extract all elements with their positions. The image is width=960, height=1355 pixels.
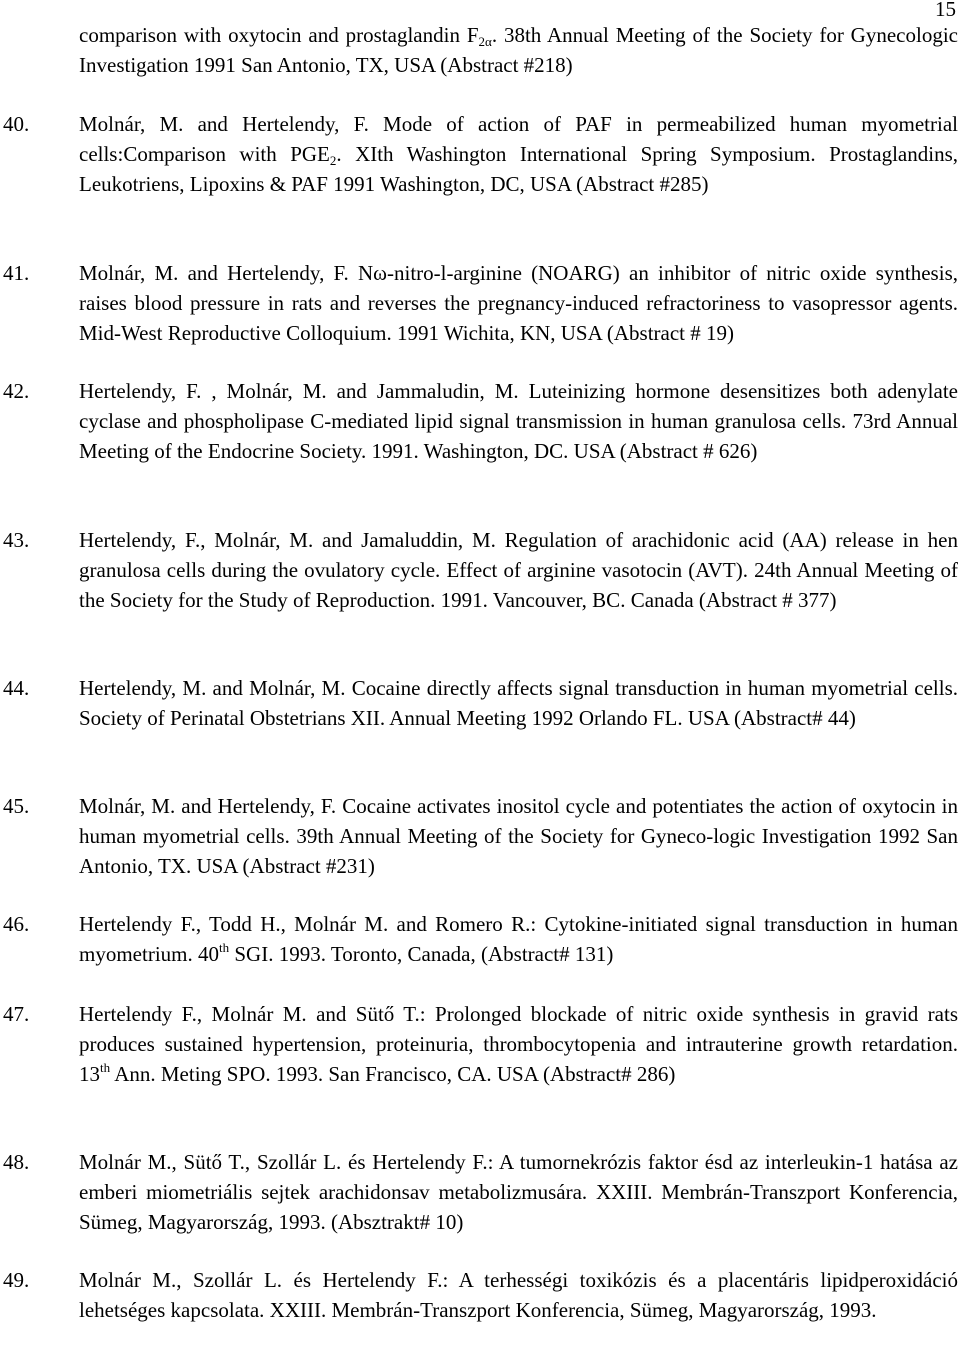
reference-text: Hertelendy, M. and Molnár, M. Cocaine directly affects signal transduction in human myometrial cells. Society of Perinatal Obstetrians XII. Annual Meeting 1992 Orlando FL. USA (Abstract# 44) — [79, 676, 958, 730]
reference-number: 41. — [3, 261, 30, 285]
reference-text: Molnár, M. and Hertelendy, F. Nω-nitro-l-arginine (NOARG) an inhibitor of nitric oxide synthesis, raises blood pressure in rats and reverses the pregnancy-induced refractoriness to vasopressor agents. Mid-West Reproductive Colloquium. 1991 Wichita, KN, USA (Abstract # 19) — [79, 261, 958, 345]
reference-number: 47. — [3, 1002, 30, 1026]
superscript-text: th — [219, 940, 230, 955]
page-number: 15 — [935, 0, 956, 21]
reference-text: Hertelendy F., Molnár M. and Sütő T.: Prolonged blockade of nitric oxide synthesis in gravid rats produces sustained hypertension, proteinuria, thrombocytopenia and intrauterine growth retardation. 13th Ann. Meting SPO. 1993. San Francisco, CA. USA (Abstract# 286) — [79, 1002, 958, 1086]
subscript-text: 2 — [329, 153, 337, 168]
reference-number: 40. — [3, 112, 30, 136]
reference-number: 44. — [3, 676, 30, 700]
reference-text: Molnár M., Szollár L. és Hertelendy F.: A terhességi toxikózis és a placentáris lipidperoxidáció lehetséges kapcsolata. XXIII. Membrán-Transzport Konferencia, Sümeg, Magyarország, 1993. — [79, 1268, 958, 1322]
reference-text: Molnár, M. and Hertelendy, F. Mode of action of PAF in permeabilized human myometrial cells:Comparison with $PGE_2$. XIth Washington International Spring Symposium. Prostaglandins, Leukotriens, Lipoxins & PAF 1991 Washington, DC, USA (Abstract #285) — [79, 112, 958, 196]
reference-text: comparison with oxytocin and prostaglandin $F_{2\alpha}$. 38th Annual Meeting of the Society for Gynecologic Investigation 1991 San Antonio, TX, USA (Abstract #218) — [79, 23, 958, 77]
reference-text: Molnár M., Sütő T., Szollár L. és Hertelendy F.: A tumornekrózis faktor ésd az interleukin-1 hatása az emberi miometriális sejtek arachidonsav metabolizmusára. XXIII. Membrán-Transzport Konferencia, Sümeg, Magyarország, 1993. (Absztrakt# 10) — [79, 1150, 958, 1234]
reference-number: 43. — [3, 528, 30, 552]
reference-number: 45. — [3, 794, 30, 818]
reference-number: 42. — [3, 379, 30, 403]
reference-text: Hertelendy, F., Molnár, M. and Jamaluddin, M. Regulation of arachidonic acid (AA) release in hen granulosa cells during the ovulatory cycle. Effect of arginine vasotocin (AVT). 24th Annual Meeting of the Society for the Study of Reproduction. 1991. Vancouver, BC. Canada (Abstract # 377) — [79, 528, 958, 612]
superscript-text: th — [100, 1060, 111, 1075]
reference-number: 48. — [3, 1150, 30, 1174]
reference-number: 49. — [3, 1268, 30, 1292]
subscript-text: 2α — [478, 34, 492, 49]
reference-number: 46. — [3, 912, 30, 936]
reference-text: Molnár, M. and Hertelendy, F. Cocaine activates inositol cycle and potentiates the action of oxytocin in human myometrial cells. 39th Annual Meeting of the Society for Gyneco-logic Investigation 1992 San Antonio, TX. USA (Abstract #231) — [79, 794, 958, 878]
reference-text: Hertelendy, F. , Molnár, M. and Jammaludin, M. Luteinizing hormone desensitizes both adenylate cyclase and phospholipase C-mediated lipid signal transmission in human granulosa cells. 73rd Annual Meeting of the Endocrine Society. 1991. Washington, DC. USA (Abstract # 626) — [79, 379, 958, 463]
reference-text: Hertelendy F., Todd H., Molnár M. and Romero R.: Cytokine-initiated signal transduction in human myometrium. 40th SGI. 1993. Toronto, Canada, (Abstract# 131) — [79, 912, 958, 966]
